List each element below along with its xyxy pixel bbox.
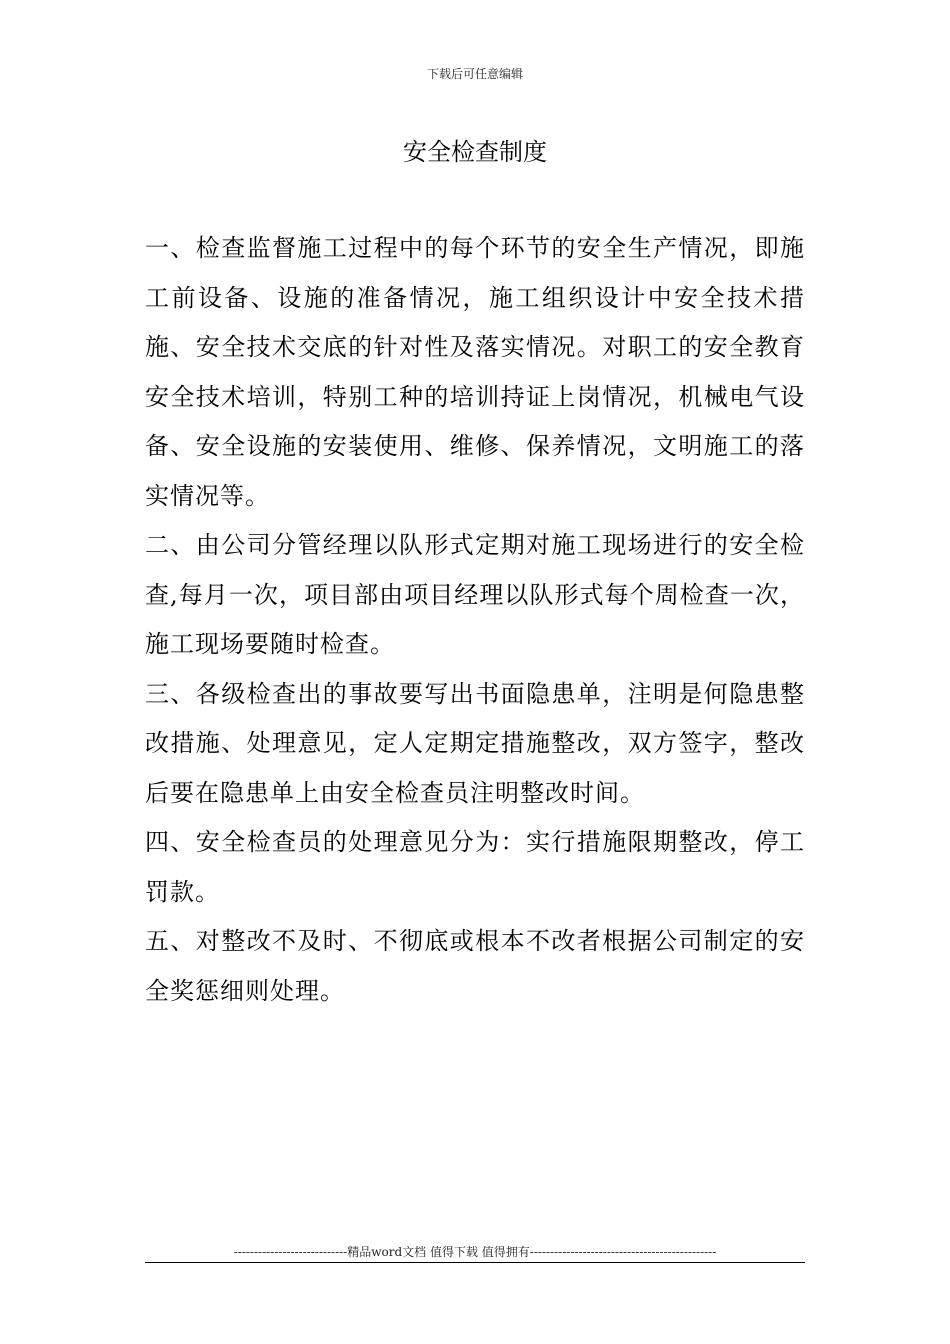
paragraph-1: 一、检查监督施工过程中的每个环节的安全生产情况，即施工前设备、设施的准备情况，施工组织设计中安全技术措施、安全技术交底的针对性及落实情况。对职工的安全教育安全技术培训，特别工种的培训持证上岗情况，机械电气设备、安全设施的安装使用、维修、保养情况，文明施工的落实情况等。: [145, 234, 805, 510]
header-note: 下载后可任意编辑: [426, 67, 523, 81]
footer-text: ----------------------------精品word文档 值得下载 值得拥有----------------------------------------------: [233, 1245, 717, 1259]
document-title: 安全检查制度: [403, 138, 547, 166]
footer-divider: [145, 1262, 805, 1263]
paragraph-2: 二、由公司分管经理以队形式定期对施工现场进行的安全检查,每月一次，项目部由项目经理以队形式每个周检查一次，施工现场要随时检查。: [145, 531, 805, 658]
document-body: [145, 224, 805, 1016]
paragraph-4: 四、安全检查员的处理意见分为：实行措施限期整改，停工罚款。: [145, 828, 805, 906]
paragraph-5: 五、对整改不及时、不彻底或根本不改者根据公司制定的安全奖惩细则处理。: [145, 927, 805, 1005]
paragraph-3: 三、各级检查出的事故要写出书面隐患单，注明是何隐患整改措施、处理意见，定人定期定措施整改，双方签字，整改后要在隐患单上由安全检查员注明整改时间。: [145, 679, 805, 807]
